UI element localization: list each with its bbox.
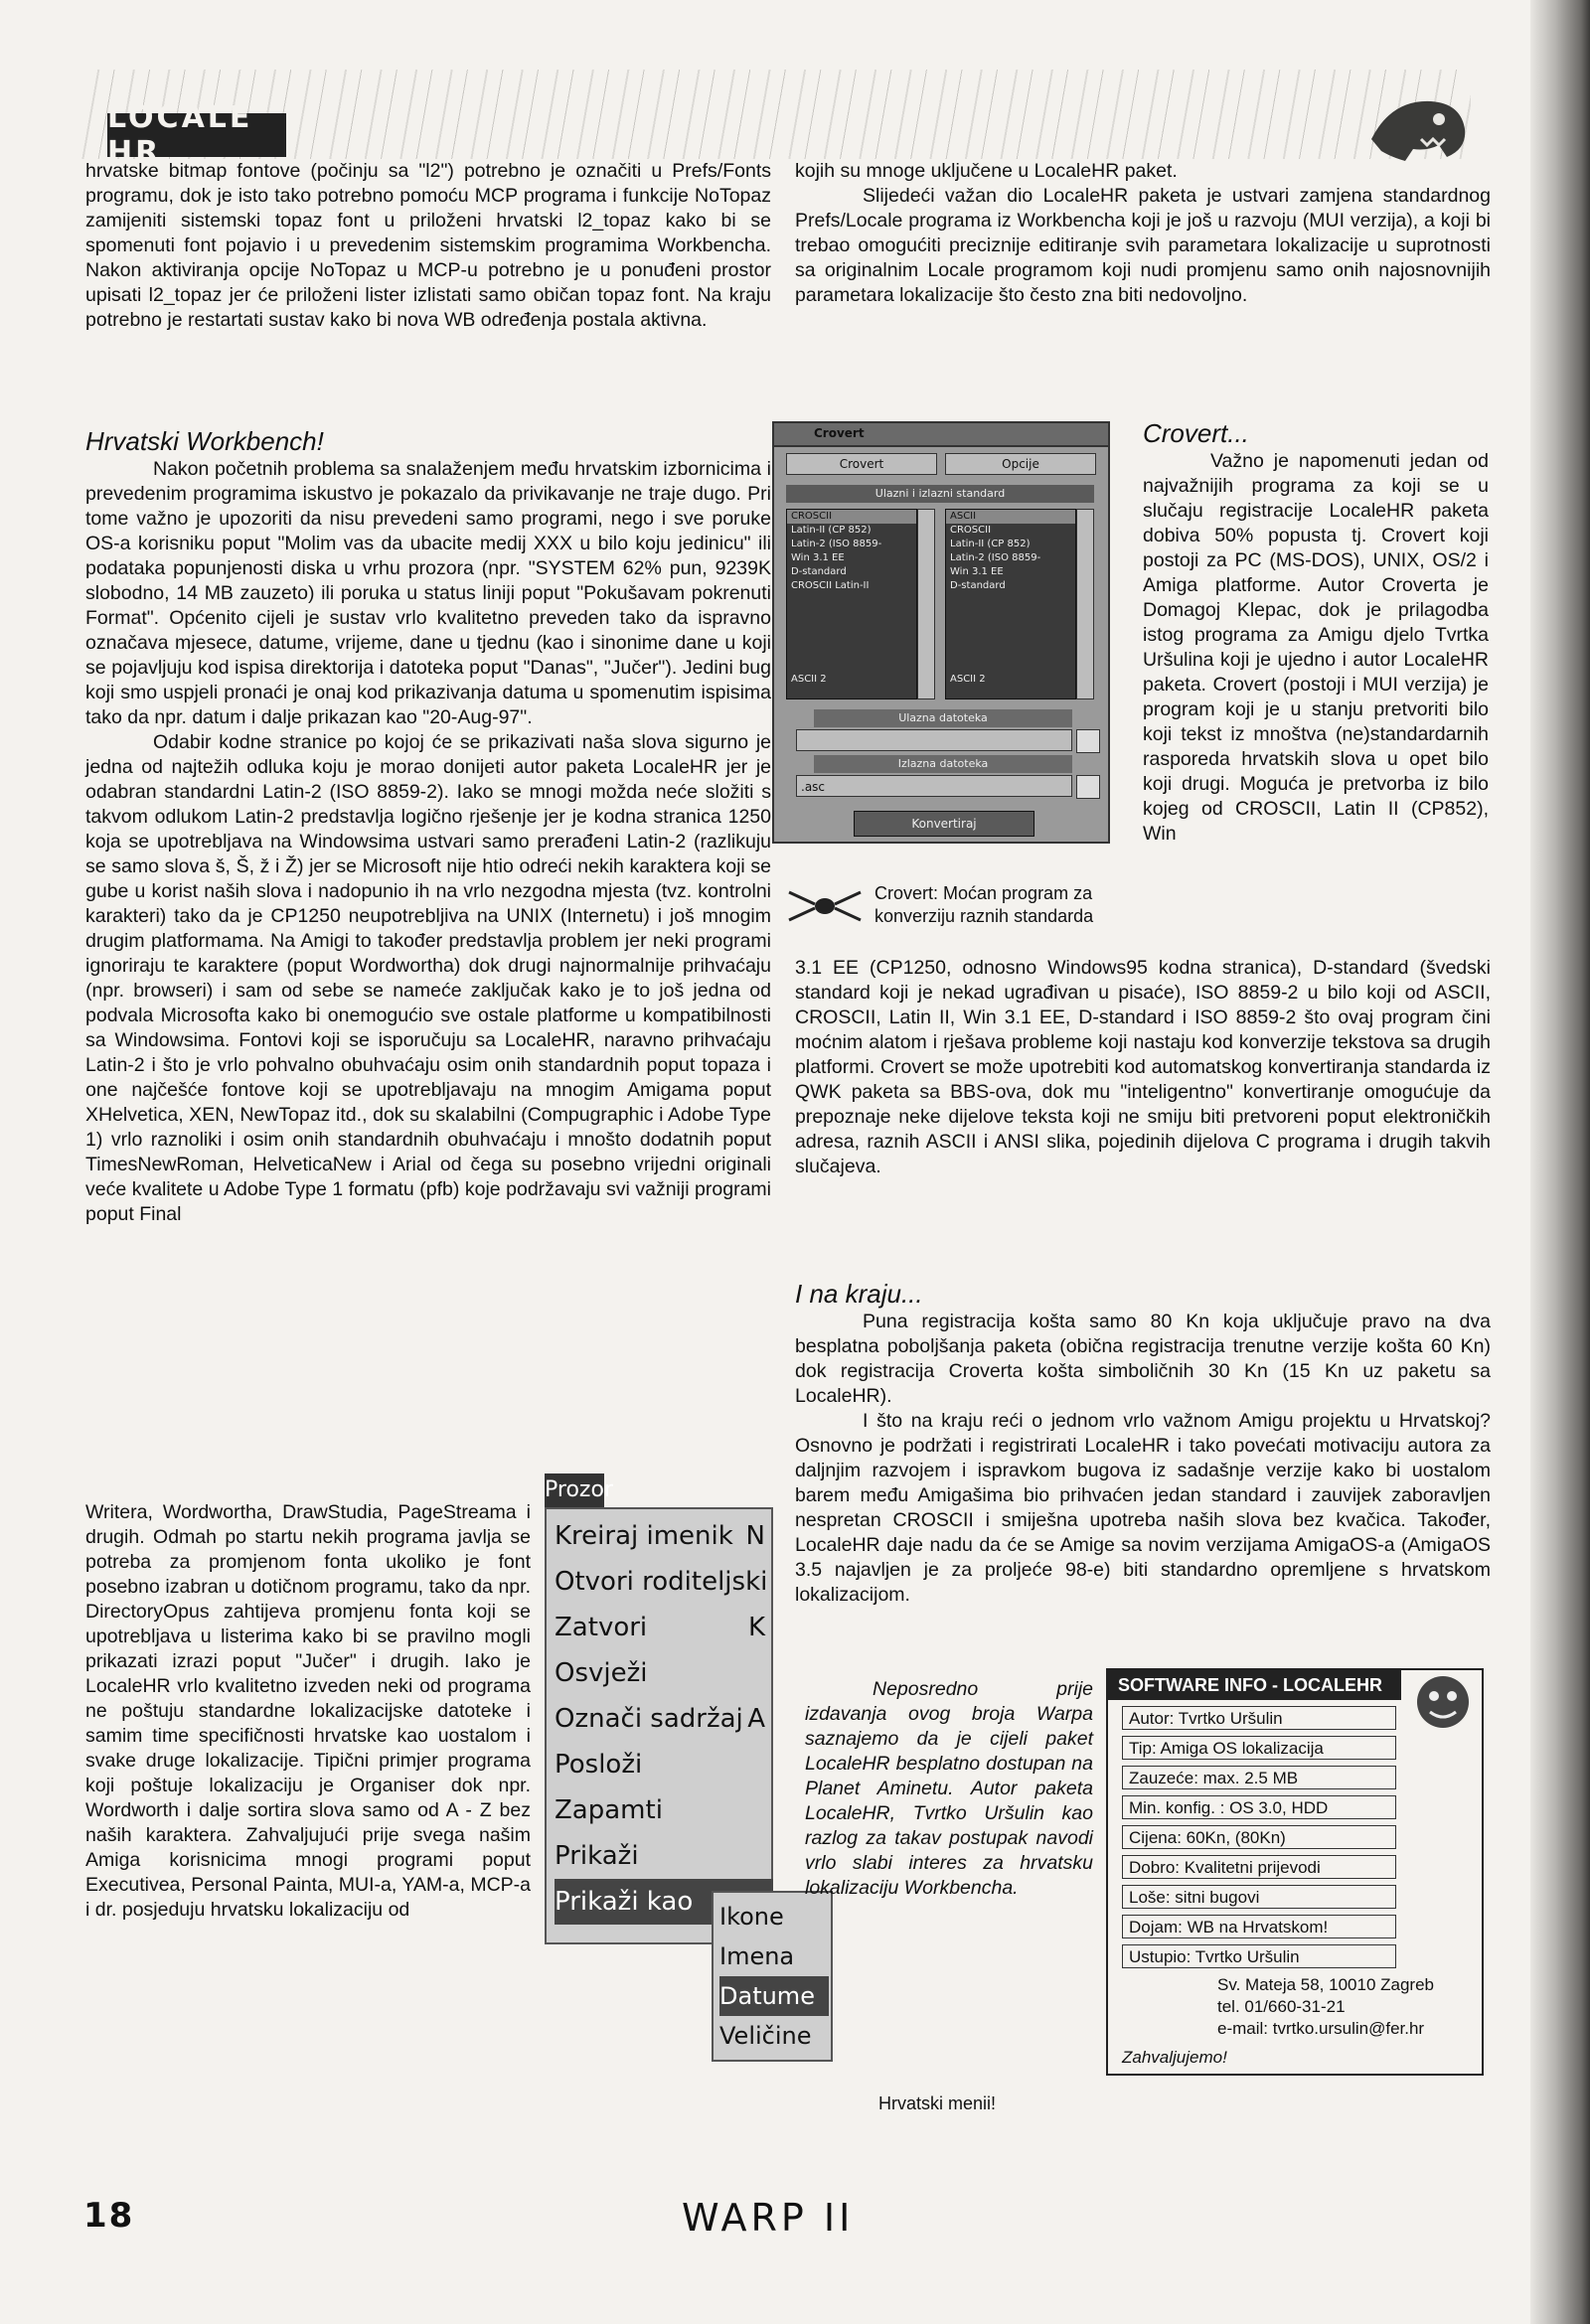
software-info-box: [1106, 1668, 1484, 2076]
body-paragraph: I što na kraju reći o jednom vrlo važnom Amigu projektu u Hrvatskoj? Osnovno je podržati i registrirati LocaleHR i tako povećati motivaciju autora za daljnjim razvojem i ispravkom bugova iz sadašnje verzije kako bi uostalom barem među Amigašima bio prihvaćen jedan standard i zauvijek zaboravljen nespretan CROSCII i smiješna upotreba naših slova bez kvačica. Također, LocaleHR daje nadu da će se Amige sa novim verzijama AmigaOS-a (AmigaOS 3.5 najavljen je za proljeće 98-e) biti standardno opremljene s hrvatskom lokalizacijom.: [795, 1410, 1491, 1606]
left-column-intro: [85, 159, 771, 333]
submenu-item: Imena: [719, 1942, 795, 1970]
menu-list: [545, 1507, 773, 1944]
submenu-item: Veličine: [719, 2022, 812, 2050]
info-row-good: Dobro: Kvalitetni prijevodi: [1122, 1855, 1396, 1879]
crovert-window-screenshot: [772, 421, 1110, 844]
body-paragraph: Važno je napomenuti jedan od najvažnijih programa za koji se u slučaju registracije LocaleHR paketa dobiva 50% popusta tj. Crovert koji postoji za PC (MS-DOS), UNIX, OS/2 i Amiga platforme. Autor Croverta je Domagoj Klepac, dok je prilagodba istog programa za Amigu djelo Tvrtka Uršulina koji je ujedno i autor LocaleHR paketa. Crovert (postoji i MUI verzija) je program koji je u stanju pretvoriti bilo koji tekst iz mnoštva (ne)standardarnih rasporeda hrvatskih slova u opet bilo koji drugi. Moguća je pretvorba iz bilo kojeg od CROSCII, Latin II (CP852), Win: [1143, 450, 1489, 845]
body-paragraph: 3.1 EE (CP1250, odnosno Windows95 kodna stranica), D-standard (švedski standard koji je nekad ugrađivan u pisaće), ISO 8859-2 u bilo koji od ASCII, CROSCII, Latin II, Win 3.1 EE, D-standard i ISO 8859-2 što ovaj program čini moćnim alatom i rješava probleme koji nastaju kod konverzije tekstova sa drugih platformi. Crovert se može upotrebiti kod automatskog konvertiranja standarda iz QWK paketa sa BBS-ova, dok mu "inteligentno" konvertiranje omogućuje da prepoznaje neke dijelove teksta koji ne smiju biti pretvoreni poput elektroničkih adresa, raznih ASCII i ANSI slika, pojedinih dijelova C programa i drugih takvih slučajeva.: [795, 957, 1491, 1177]
submenu-item: Ikone: [719, 1903, 784, 1931]
menu-item: Osvježi: [555, 1658, 648, 1688]
menu-item: Kreiraj imenik N: [555, 1521, 765, 1551]
menu-item: Zatvori K: [555, 1613, 765, 1642]
menu-item: Prikaži: [555, 1841, 639, 1871]
left-column-body: [85, 425, 771, 1227]
crovert-text-column: [1143, 417, 1489, 847]
intro-paragraph: hrvatske bitmap fontove (počinju sa "l2") potrebno je označiti u Prefs/Fonts programu, dok je isto tako potrebno pomoću MCP programa i funkcije NoTopaz zamijeniti sistemski topaz font u priloženi hrvatski l2_topaz kako bi se spomenuti font pojavio i u prevedenim sistemskim programima Workbencha. Nakon aktiviranja opcije NoTopaz u MCP-u potrebno je u ponuđeni prostor upisati l2_topaz jer će priloženi lister izlistati samo običan topaz font. Na kraju potrebno je restartati sustav kako bi nova WB određenja postala aktivna.: [85, 160, 771, 331]
right-column-middle: [795, 956, 1491, 1179]
window-titlebar: Crovert: [774, 423, 1108, 447]
section-heading-na-kraju: I na kraju...: [795, 1279, 923, 1309]
left-column-narrow: [85, 1500, 531, 1923]
body-paragraph: Nakon početnih problema sa snalaženjem među hrvatskim izbornicima i prevedenim programima iskustvo je pokazalo da privikavanje ne traje dugo. Pri tome važno je upozoriti da nisu prevedeni samo programi, nego i sve poruke OS-a korisniku poput "Molim vas da ubacite medij XXX u bilo koju jedinicu" ili podataka popunjenosti diska u vrhu prozora (npr. "SYSTEM 62% pun, 9239K slobodno, 14 MB zauzeto) ili poruka u status liniji poput "Pokušavam pokrenuti Format". Općenito cijeli je sustav vrlo kvalitetno preveden tako da ispravno označava mjesece, datume, vrijeme, dane u tjednu (kao i sinonime dane u koji se pojavljuju kod ispisa direktorija i datoteka poput "Danas", "Jučer"). Jedini bug koji smo uspjeli pronaći je onaj kod prikazivanja datuma u spomenutim ispisima tako da npr. datum i dalje prikazan kao "20-Aug-97".: [85, 458, 771, 728]
file-requester-icon: [1076, 775, 1100, 799]
note-column: [805, 1677, 1093, 1901]
menu-item-selected: Prikaži kao: [555, 1879, 773, 1925]
menu-caption: Hrvatski menii!: [878, 2093, 997, 2113]
submenu-item-selected: Datume: [719, 1976, 829, 2016]
body-paragraph: Odabir kodne stranice po kojoj će se prikazivati naša slova sigurno je jedna od najtežih odluka koju je morao donijeti autor paketa LocaleHR jer je odabran standardni Latin-2 (ISO 8859-2). Iako se mnogi možda neće složiti s takvom odlukom Latin-2 predstavlja logično rješenje jer je kodna stranica 1250 koja se upotrebljava na Windowsima ustvari samo prerađeni Latin-2 (razlikuju se samo slova š, Š, ž i Ž) jer se Microsoft nije htio odreći nekih karaktera koji se gube u korist naših slova i nadopunio ih na vrlo nezgodna mjesta (tvz. kontrolni karakteri) tako da je CP1250 neupotrebljiva na UNIX (Internetu) i još mnogim drugim platformama. Na Amigi to također predstavlja problem jer neki programi ignoriraju te karaktere (poput Wordwortha) dok drugi najnormalnije prihvaćaju (npr. browseri) i sam od sebe se nameće zaključak kako je to još jedna od podvala Microsofta kako bi onemogućio sve ostale platforme u kompatibilnosti sa Windowsima. Fontovi koji se isporučuju sa LocaleHR, naravno prihvaćaju Latin-2 i što je vrlo pohvalno obuhvaćaju osim onih standardnih poput topaza i one najčešće fontove koji se upotrebljavaju na mnogim Amigama poput XHelvetica, XEN, NewTopaz itd., dok su skalabilni (Compugraphic i Adobe Type 1) vrlo raznoliki i osim onih standardnih obuhvaćaju i mnošto dodatnih poput TimesNewRoman, HelveticaNew i Arial od čega su posebno vrijedni originali veće kvalitete u Adobe Type 1 formatu (pfb) koje podržavaju svi važniji programi poput Final: [85, 731, 771, 1225]
info-row-price: Cijena: 60Kn, (80Kn): [1122, 1825, 1396, 1849]
menu-item: Označi sadržaj A: [555, 1704, 765, 1734]
info-row-impression: Dojam: WB na Hrvatskom!: [1122, 1915, 1396, 1938]
dinosaur-mascot-icon: [1361, 79, 1471, 169]
menu-item: Zapamti: [555, 1795, 663, 1825]
input-standard-list: CROSCII Latin-II (CP 852) Latin-2 (ISO 8859- Win 3.1 EE D-standard CROSCII Latin-II ASCII 2: [786, 509, 917, 699]
info-row-min-config: Min. konfig. : OS 3.0, HDD: [1122, 1795, 1396, 1819]
info-row-author: Autor: Tvrtko Uršulin: [1122, 1706, 1396, 1730]
section-heading-crovert: Crovert...: [1143, 418, 1249, 448]
mascot-icon: [1406, 1672, 1480, 1732]
section-heading-hrvatski-workbench: Hrvatski Workbench!: [85, 426, 324, 456]
submenu-list: [712, 1891, 833, 2062]
convert-button: Konvertiraj: [854, 811, 1034, 837]
info-row-type: Tip: Amiga OS lokalizacija: [1122, 1736, 1396, 1760]
info-address: Sv. Mateja 58, 10010 Zagreb tel. 01/660-31-21 e-mail: tvrtko.ursulin@fer.hr: [1217, 1975, 1434, 2038]
output-file-field: .asc: [796, 775, 1072, 797]
input-list-scrollbar: [917, 509, 935, 699]
right-column-end: [795, 1278, 1491, 1608]
section-logo: LOCALE HR: [107, 113, 286, 157]
note-paragraph: Neposredno prije izdavanja ovog broja Warpa saznajemo da je cijeli paket LocaleHR besplatno dostupan na Planet Aminetu. Autor paketa LocaleHR, Tvrtko Uršulin kao razlog za takav postupak navodi vrlo slabi interes za hrvatsku lokalizaciju Workbencha.: [805, 1678, 1093, 1899]
input-file-label: Ulazna datoteka: [814, 709, 1072, 727]
body-paragraph: Writera, Wordwortha, DrawStudia, PageStreama i drugih. Odmah po startu nekih programa javlja se potreba za promjenom fonta ukoliko je font posebno izabran u dotičnom programu, tako da npr. DirectoryOpus zahtijeva promjenu fonta koji se upotrebljava u listerima kako bi se pravilno mogli prikazati izrazi poput "Jučer" i drugih. Iako je LocaleHR vrlo kvalitetno izveden neki od programa ne poštuju standardne lokalizacijske datoteke i samim time specifičnosti hrvatske kao uostalom i svake druge lokalizacije. Tipični primjer programa koji poštuje lokalizaciju je Organiser dok npr. Wordworth i dalje sortira slova samo od A - Z bez naših karaktera. Zahvaljujući prije svega našim Amiga korisnicima mnogi programi poput Executivea, Personal Painta, MUI-a, YAM-a, MCP-a i dr. posjeduju hrvatsku lokalizaciju od: [85, 1501, 531, 1921]
page-number: 18: [83, 2196, 135, 2236]
info-row-size: Zauzeće: max. 2.5 MB: [1122, 1766, 1396, 1789]
standards-subheading: Ulazni i izlazni standard: [786, 485, 1094, 503]
menu-item: Otvori roditeljski: [555, 1567, 768, 1597]
info-row-bad: Loše: sitni bugovi: [1122, 1885, 1396, 1909]
body-paragraph: Slijedeći važan dio LocaleHR paketa je ustvari zamjena standardnog Prefs/Locale programa iz Workbencha koji je još u razvoju (MUI verzija), a koji bi trebao omogućiti preciznije editiranje svih parametara lokalizacije u suprotnosti sa originalnim Locale programom koji nudi promjenu samo onih najosnovnijih parametara lokalizacije što često zna biti nedovoljno.: [795, 185, 1491, 306]
menu-title: Prozor: [545, 1473, 604, 1507]
magazine-name: WARP II: [682, 2196, 855, 2240]
header-decoration: [80, 70, 1471, 159]
info-row-provided-by: Ustupio: Tvrtko Uršulin: [1122, 1944, 1396, 1968]
page-edge-shadow: [1530, 0, 1590, 2324]
body-paragraph: Puna registracija košta samo 80 Kn koja uključuje pravo na dva besplatna poboljšanja paketa (obična registracija trenutne verzije košta 60 Kn) dok registracija Croverta košta simboličnih 30 Kn (15 Kn uz paketu sa LocaleHR).: [795, 1311, 1491, 1407]
crovert-caption: Crovert: Moćan program za konverziju raznih standarda: [874, 883, 1094, 926]
info-thanks: Zahvaljujemo!: [1122, 2048, 1227, 2067]
workbench-menu-screenshot: [545, 1473, 833, 2050]
software-info-title: SOFTWARE INFO - LOCALEHR: [1108, 1670, 1401, 1700]
output-list-scrollbar: [1076, 509, 1094, 699]
menu-item: Posloži: [555, 1750, 643, 1780]
tab-crovert: Crovert: [786, 453, 937, 475]
body-paragraph: kojih su mnoge uključene u LocaleHR paket.: [795, 160, 1178, 182]
output-standard-list: ASCII CROSCII Latin-II (CP 852) Latin-2 (ISO 8859- Win 3.1 EE D-standard ASCII 2: [945, 509, 1076, 699]
output-file-label: Izlazna datoteka: [814, 755, 1072, 773]
spider-ornament-icon: [785, 886, 865, 926]
right-column-top: [795, 159, 1491, 308]
tab-options: Opcije: [945, 453, 1096, 475]
file-requester-icon: [1076, 729, 1100, 753]
input-file-field: [796, 729, 1072, 751]
